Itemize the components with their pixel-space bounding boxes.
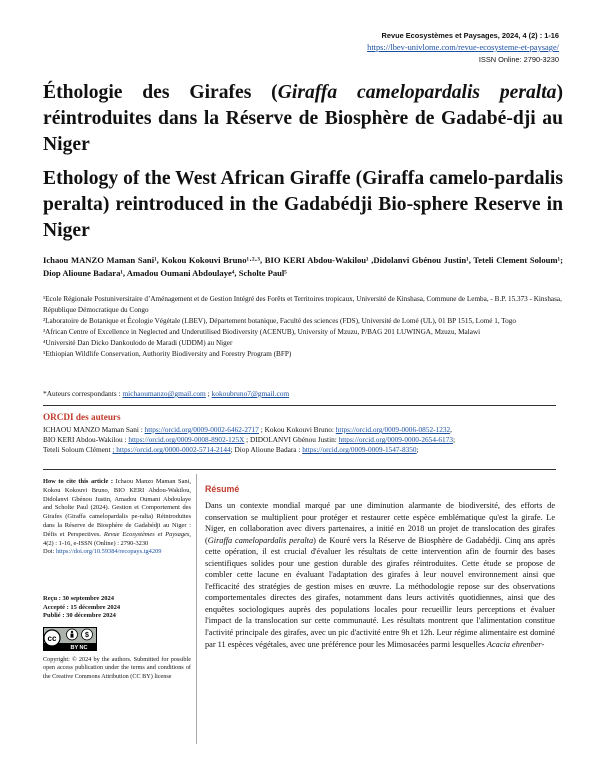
divider bbox=[43, 405, 556, 406]
cite-text: Ichaou Manzo Maman Sani, Kokou Kokouvi Bruno, BIO KERI Abdou-Wakilou, Didolanvi Gbénou Justin, Amadou Oumani Abdoulaye and Scholte Paul (2024). Gestion et Comportement des Girafes (Giraffa camelopardalis pe-ralta) Réintroduites dans la Réserve de Biosphère de Gadabédji au Niger : Défis et Perspectives. bbox=[43, 478, 191, 538]
journal-name: Revue Ecosystèmes et Paysages, 2024, 4 (2) : 1-16 bbox=[381, 31, 559, 40]
title-french bbox=[43, 80, 563, 158]
affiliation-5: ⁵Ethiopian Wildlife Conservation, Authority Biodiversity and Forestry Program (BFP) bbox=[43, 349, 292, 358]
cite-rest: , 4(2) : 1-16, e-ISSN (Online) : 2790-3230 bbox=[43, 530, 191, 547]
copyright-text: Copyright: © 2024 by the authors. Submitted for possible open access publication under the terms and conditions of the Creative Commons Attribution (CC BY) license bbox=[43, 656, 191, 680]
orcid-author-name: ; Kokou Kokouvi Bruno: bbox=[258, 425, 336, 434]
abstract-species: Giraffa camelopardalis peralta bbox=[207, 535, 314, 545]
how-to-cite bbox=[43, 478, 191, 557]
journal-url-link[interactable]: https://lbev-univlome.com/revue-ecosysteme-et-paysage/ bbox=[367, 43, 559, 52]
copyright-notice bbox=[43, 656, 191, 681]
cite-journal: Revue Ecosystèmes et Paysages bbox=[103, 530, 190, 538]
corr-label: *Auteurs correspondants : bbox=[43, 389, 123, 398]
orcid-link[interactable]: https://orcid.org/0009-0000-2654-6173 bbox=[338, 435, 453, 445]
orcid-author-name: Teteli Soloum Clément bbox=[43, 445, 113, 455]
title-fr-species: Giraffa camelopardalis peralta bbox=[277, 82, 557, 103]
orcid-author-name: ; Diop Alioune Badara : bbox=[230, 445, 303, 455]
orcid-author-name: ; DIDOLANVI Gbénou Justin: bbox=[244, 435, 339, 445]
orcid-author-name: ; bbox=[453, 435, 456, 445]
orcid-author-name: ; bbox=[416, 445, 419, 455]
journal-issn: ISSN Online: 2790-3230 bbox=[478, 55, 559, 64]
cc-icon: cc bbox=[47, 634, 57, 643]
orcid-author-name: , bbox=[450, 425, 452, 434]
date-received: Reçu : 30 septembre 2024 bbox=[43, 595, 115, 602]
orcid-line-1 bbox=[43, 425, 563, 435]
orcid-link[interactable]: https://orcid.org/0009-0009-1547-8350 bbox=[302, 445, 417, 455]
corr-sep: ; bbox=[205, 389, 212, 398]
orcid-author-name: BIO KERI Abdou-Wakilou : bbox=[43, 435, 129, 445]
svg-text:$: $ bbox=[85, 632, 89, 639]
email-link-1[interactable]: michaoumanzo@gmail.com bbox=[122, 389, 206, 398]
date-accepted: Accepté : 15 décembre 2024 bbox=[43, 603, 121, 611]
title-fr-before: Éthologie des Girafes ( bbox=[43, 82, 278, 103]
email-link-2[interactable]: kokoubruno7@gmail.com bbox=[211, 389, 290, 398]
cc-by-nc-license-badge[interactable] bbox=[43, 627, 97, 651]
title-fr-after: ) réintroduites dans la Réserve de Biosphère de Gadabé-dji au Niger bbox=[43, 82, 564, 155]
orcid-line-2 bbox=[43, 435, 563, 445]
orcid-author-name: ICHAOU MANZO Maman Sani : bbox=[43, 425, 145, 434]
title-english: Ethology of the West African Giraffe (Giraffa camelo-pardalis peralta) reintroduced in the Gadabédji Bio-sphere Reserve in Niger bbox=[43, 168, 563, 241]
affiliation-1: ¹Ecole Régionale Postuniversitaire d’Aménagement et de Gestion Intégré des Forêts et Territoires tropicaux, Université de Kinshasa, Commune de Lemba, - B.P. 15.373 - Kinshasa, République Démocratique du Congo bbox=[43, 295, 562, 314]
column-divider bbox=[196, 474, 197, 744]
orcid-link[interactable]: https://orcid.org/0009-0002-6462-2717 bbox=[144, 425, 259, 434]
orcid-link[interactable]: https://orcid.org/0009-0006-0852-1232 bbox=[335, 425, 451, 434]
journal-header bbox=[367, 30, 559, 66]
orcid-list bbox=[43, 425, 563, 456]
cite-label: How to cite this article : bbox=[43, 478, 116, 485]
abstract-text bbox=[205, 500, 555, 650]
affiliation-4: ⁴Université Dan Dicko Dankoulodo de Maradi (UDDM) au Niger bbox=[43, 338, 233, 347]
author-list: Ichaou MANZO Maman Sani¹, Kokou Kokouvi Bruno¹·²·³, BIO KERI Abdou-Wakilou¹ ,Didolanvi Gbénou Justin¹, Teteli Clement Soloum¹; Diop Alioune Badara¹, Amadou Oumani Abdoulaye⁴, Scholte Paul⁵ bbox=[43, 255, 563, 278]
doi-label: Doi: bbox=[43, 548, 56, 556]
orcid-link[interactable]: ; https://orcid.org/0000-0002-5714-2144 bbox=[112, 445, 231, 455]
orcid-line-3 bbox=[43, 445, 563, 455]
abstract-part-2: ) de Kouré vers la Réserve de Biosphère de Gadabédji. Cinq ans après cette opération, il est crucial d'évaluer les résultats de cette intervention afin de fournir des bases scientifiques solides pour une gestion durable des girafes réintroduites. Cette étude se propose de combler cette lacune en évaluant l'adaptation des girafes à leur nouvel environnement ainsi que l'efficacité des stratégies de gestion mises en œuvre. La méthodologie repose sur des observations comportementales directes des girafes, notamment dans leurs activités quotidiennes, ainsi que des enquêtes sociologiques auprès des populations locales pour recueillir leurs perceptions et évaluer l'impact de la translocation sur cette communauté. Les résultats montrent que l'alimentation constitue l'activité principale des girafes, avec un pic d'activité entre 9h et 12h. Leur régime alimentaire est dominé par 11 espèces végétales, avec une préférence pour les Mimosacées parmi lesquelles bbox=[205, 535, 555, 649]
affiliations bbox=[43, 294, 563, 360]
doi-link[interactable]: https://doi.org/10.59384/recopays.tg4209 bbox=[55, 548, 162, 556]
abstract-part-1: Dans un contexte mondial marqué par une diminution alarmante de biodiversité, des efforts de conservation se multiplient pour protéger et restaurer cette espèce emblématique qu'est la girafe. Le Niger, en collaboration avec divers partenaires, a initié en 2018 un projet de translocation des girafes ( bbox=[205, 501, 555, 545]
affiliation-3: ³African Centre of Excellence in Neglected and Underutilised Biodiversity (ACENUB), University of Mzuzu, P/BAG 201 LUWINGA, Mzuzu, Malawi bbox=[43, 327, 481, 336]
orcid-link[interactable]: https://orcid.org/0009-0008-8902-125X bbox=[128, 435, 245, 445]
divider bbox=[43, 469, 556, 470]
corresponding-authors bbox=[43, 389, 563, 398]
abstract-heading: Résumé bbox=[205, 484, 240, 494]
license-badge-caption: BY NC bbox=[70, 645, 88, 651]
affiliation-2: ²Laboratoire de Botanique et Écologie Végétale (LBEV), Département botanique, Faculté des sciences (FDS), Université de Lomé (UL), 01 BP 1515, Lomé 1, Togo bbox=[43, 316, 516, 325]
orcid-heading: ORCDI des auteurs bbox=[43, 412, 121, 422]
date-published: Publié : 30 décembre 2024 bbox=[43, 612, 116, 620]
article-dates bbox=[43, 595, 120, 621]
abstract-species-2: Acacia ehrenber- bbox=[486, 639, 545, 649]
